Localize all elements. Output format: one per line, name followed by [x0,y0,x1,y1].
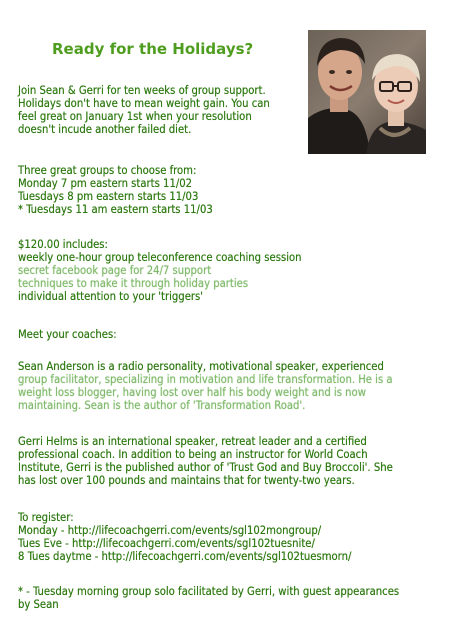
register-section [18,511,351,563]
register-link[interactable]: Tues Eve - http://lifecoachgerri.com/events/sgl102tuesnite/ [18,537,315,550]
gerri-bio [18,435,393,487]
footnote-line: * - Tuesday morning group solo facilitated by Gerri, with guest appearances [18,585,400,598]
sean-bio-line: weight loss blogger, having lost over half his body weight and is now [18,386,366,399]
intro-line: Holidays don't have to mean weight gain. You can [18,97,270,110]
includes-item: individual attention to your 'triggers' [18,290,204,303]
footnote [18,585,399,611]
includes-heading: $120.00 includes: [18,238,108,251]
register-heading: To register: [18,511,74,524]
intro-line: feel great on January 1st when your resolution [18,110,252,123]
groups-section [18,164,213,216]
group-item: Monday 7 pm eastern starts 11/02 [18,177,193,190]
coaches-section [18,328,117,341]
sean-bio-line: maintaining. Sean is the author of 'Transformation Road'. [18,399,306,412]
footnote-line: by Sean [18,598,59,611]
gerri-bio-line: Institute, Gerri is the published author of 'Trust God and Buy Broccoli'. She [18,461,393,474]
includes-item: weekly one-hour group teleconference coaching session [18,251,302,264]
coaches-heading: Meet your coaches: [18,328,117,341]
gerri-bio-line: has lost over 100 pounds and maintains that for twenty-two years. [18,474,355,487]
includes-item: techniques to make it through holiday parties [18,277,249,290]
gerri-bio-line: professional coach. In addition to being an instructor for World Coach [18,448,368,461]
couple-photo-image [308,30,426,154]
sean-bio [18,360,393,412]
group-item: * Tuesdays 11 am eastern starts 11/03 [18,203,213,216]
gerri-bio-line: Gerri Helms is an international speaker, retreat leader and a certified [18,435,367,448]
sean-bio-line: group facilitator, specializing in motivation and life transformation. He is a [18,373,393,386]
couple-photo [308,30,426,154]
intro-paragraph [18,84,270,136]
sean-bio-line: Sean Anderson is a radio personality, motivational speaker, experienced [18,360,384,373]
intro-line: Join Sean & Gerri for ten weeks of group support. [18,84,266,97]
groups-heading: Three great groups to choose from: [18,164,197,177]
intro-line: doesn't incude another failed diet. [18,123,192,136]
page-title: Ready for the Holidays? [52,40,254,58]
register-link[interactable]: Monday - http://lifecoachgerri.com/events/sgl102mongroup/ [18,524,322,537]
includes-item: secret facebook page for 24/7 support [18,264,212,277]
group-item: Tuesdays 8 pm eastern starts 11/03 [18,190,199,203]
includes-section [18,238,302,303]
register-link[interactable]: 8 Tues daytme - http://lifecoachgerri.com/events/sgl102tuesmorn/ [18,550,352,563]
